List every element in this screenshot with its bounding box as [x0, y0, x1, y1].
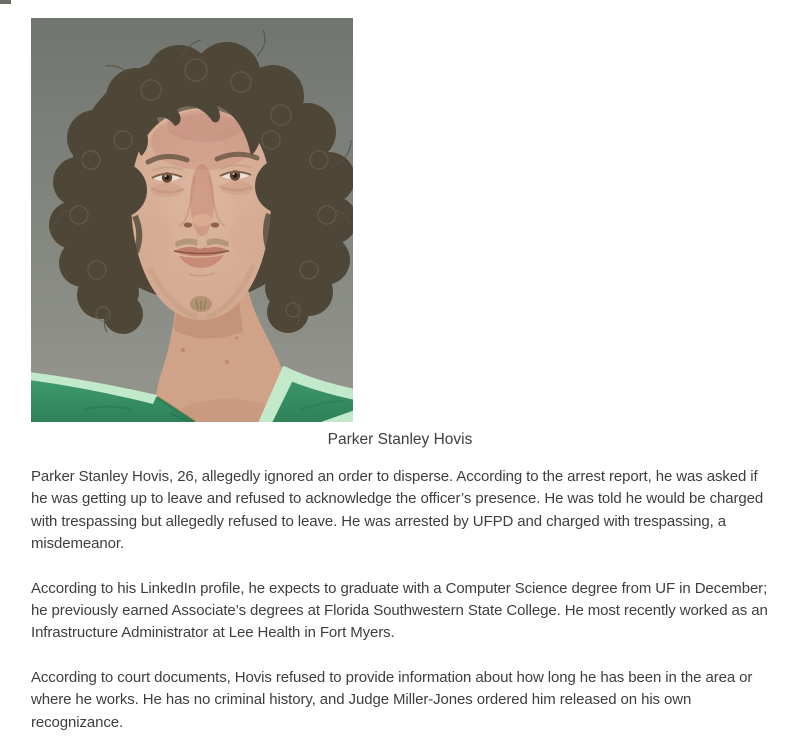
- photo-caption: Parker Stanley Hovis: [327, 431, 473, 448]
- cropped-ui-fragment: [0, 0, 11, 4]
- article-paragraph-3: According to court documents, Hovis refused to provide information about how long he has been in the area or where he works. He has no criminal history, and Judge Miller-Jones ordered him released on his own recognizance.: [31, 668, 753, 731]
- mugshot-photo: [31, 18, 353, 422]
- article-paragraph-2: According to his LinkedIn profile, he expects to graduate with a Computer Science degree from UF in December; he previously earned Associate’s degrees at Florida Southwestern State College. He most recently worked as an Infrastructure Administrator at Lee Health in Fort Myers.: [31, 579, 768, 642]
- article-paragraph-1: Parker Stanley Hovis, 26, allegedly ignored an order to disperse. According to the arrest report, he was asked if he was getting up to leave and refused to acknowledge the officer’s presence. He was told he would be charged with trespassing but allegedly refused to leave. He was arrested by UFPD and charged with trespassing, a misdemeanor.: [31, 468, 764, 553]
- mugshot-illustration: [31, 18, 353, 422]
